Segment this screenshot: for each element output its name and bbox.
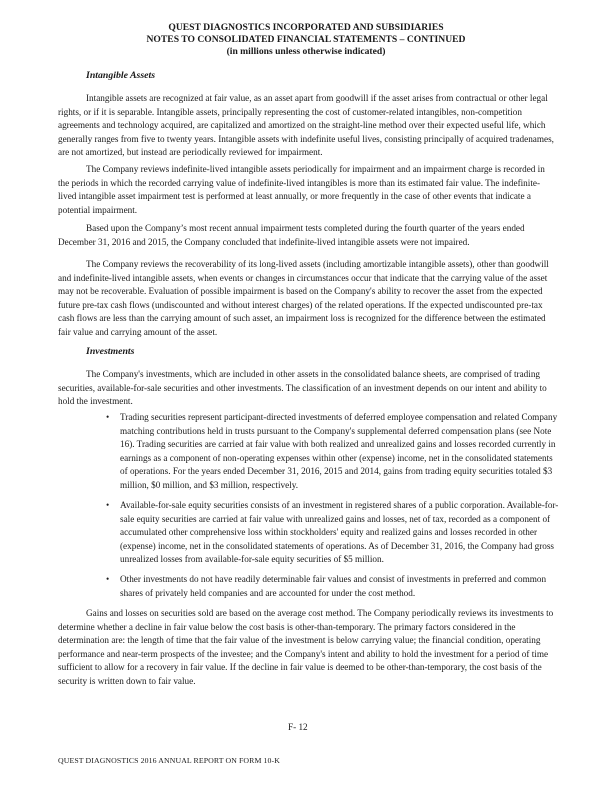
document-header [0,22,612,57]
bullet-text: Other investments do not have readily determinable fair values and consist of investments in preferred and common shares of privately held companies and are accounted for under the cost method. [120,574,547,598]
units-note: (in millions unless otherwise indicated) [226,45,386,57]
bullet-other-investments [106,573,560,600]
bullet-icon: • [106,412,110,422]
company-title: QUEST DIAGNOSTICS INCORPORATED AND SUBSIDIARIES [168,22,444,33]
bullet-text: Available-for-sale equity securities consists of an investment in registered shares of a public corporation. Available-for-sale equity securities are carried at fair value with unrealized gains and losses, net of tax, recorded as a component of accumulated other comprehensive loss within stockholders' equity and realized gains and losses recorded in other (expense) income, net in the consolidated statements of operations. As of December 31, 2016, the Company had gross unrealized losses from available-for-sale equity securities of $5 million. [120,500,559,565]
bullet-text: Trading securities represent participant-directed investments of deferred employee compensation and related Company matching contributions held in trusts pursuant to the Company's supplemental deferred compensation plans (see Note 16). Trading securities are carried at fair value with both realized and unrealized gains and losses recorded currently in earnings as a component of non-operating expenses within other (expense) income, net in the consolidated statements of operations. For the years ended December 31, 2016, 2015 and 2014, gains from trading equity securities totaled $3 million, $0 million, and $3 million, respectively. [120,412,558,490]
intangible-paragraph-4: The Company reviews the recoverability of its long-lived assets (including amortizable intangible assets), other than goodwill and indefinite-lived intangible assets, when events or changes in circumstances occur that indicate that the carrying value of the asset may not be recoverable. Evaluation of possible impairment is based on the Company's ability to recover the asset from the expected future pre-tax cash flows (undiscounted and without interest charges) of the related operations. If the expected undiscounted pre-tax cash flows are less than the carrying amount of such asset, an impairment loss is recognized for the difference between the estimated fair value and carrying amount of the asset. [58,259,549,337]
intangible-paragraph-1: Intangible assets are recognized at fair value, as an asset apart from goodwill if the asset arises from contractual or other legal rights, or if it is separable. Intangible assets, principally representing the cost of customer-related intangibles, non-competition agreements and technology acquired, are capitalized and amortized on the straight-line method over their expected useful life, which generally ranges from five to twenty years. Intangible assets with indefinite useful lives, consisting principally of acquired tradenames, are not amortized, but instead are periodically reviewed for impairment. [58,93,554,158]
intangible-assets-heading: Intangible Assets [86,70,156,81]
bullet-icon: • [106,500,110,510]
intangible-paragraph-3: Based upon the Company’s most recent annual impairment tests completed during the fourth quarter of the years ended December 31, 2016 and 2015, the Company concluded that indefinite-lived intangible assets were not impaired. [58,223,525,247]
page-number: F- 12 [288,722,308,732]
intangible-paragraph-2: The Company reviews indefinite-lived intangible assets periodically for impairment and an impairment charge is recorded in the periods in which the recorded carrying value of indefinite-lived intangibles is more than its estimated fair value. The indefinite-lived intangible asset impairment test is performed at least annually, or more frequently in the case of other events that indicate a potential impairment. [58,164,545,215]
investments-heading: Investments [86,346,135,357]
report-footer: QUEST DIAGNOSTICS 2016 ANNUAL REPORT ON FORM 10-K [58,756,280,765]
bullet-available-for-sale [106,499,560,567]
bullet-trading-securities [106,411,560,493]
bullet-icon: • [106,574,110,584]
investments-paragraph-2: Gains and losses on securities sold are based on the average cost method. The Company periodically reviews its investments to determine whether a decline in fair value below the cost basis is other-than-temporary. The primary factors considered in the determination are: the length of time that the fair value of the investment is below carrying value; the financial condition, operating performance and near-term prospects of the investee; and the Company's intent and ability to hold the investment for a period of time sufficient to allow for a recovery in fair value. If the decline in fair value is deemed to be other-than-temporary, the cost basis of the security is written down to fair value. [58,608,554,686]
notes-title: NOTES TO CONSOLIDATED FINANCIAL STATEMENTS – CONTINUED [146,33,466,45]
investments-paragraph-1: The Company's investments, which are included in other assets in the consolidated balance sheets, are comprised of trading securities, available-for-sale securities and other investments. The classification of an investment depends on our intent and ability to hold the investment. [58,369,547,407]
